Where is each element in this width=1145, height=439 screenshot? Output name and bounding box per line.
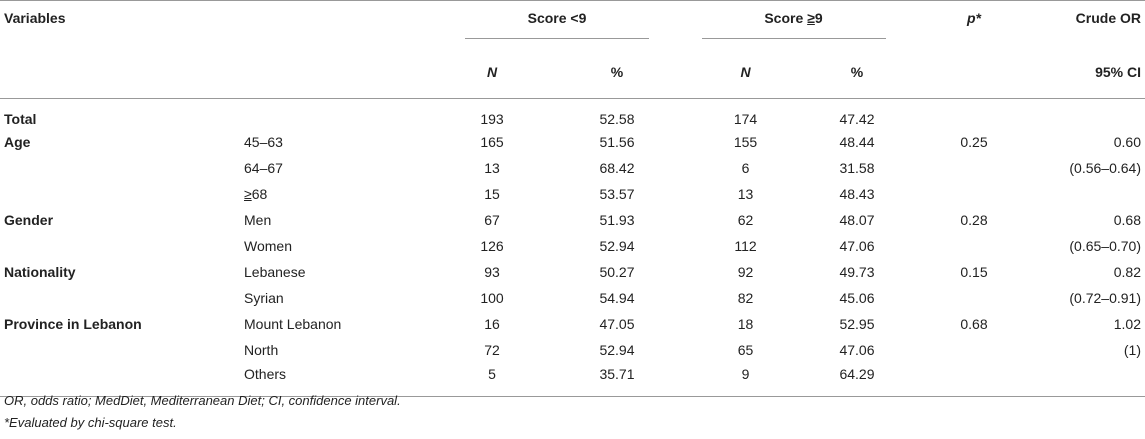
cell-pct-ge9: 48.43 <box>839 186 875 202</box>
cell-subgroup: 45–63 <box>244 134 283 150</box>
cell-p <box>905 285 1043 311</box>
footnote-test: *Evaluated by chi-square test. <box>4 415 177 430</box>
header-crude-or: Crude OR <box>1043 1 1145 61</box>
cell-n-lt9: 16 <box>484 316 500 332</box>
cell-pct-lt9: 53.57 <box>599 186 635 202</box>
cell-pct-lt9: 54.94 <box>599 290 635 306</box>
cell-n-ge9: 82 <box>737 290 754 306</box>
cell-subgroup: Men <box>244 212 272 228</box>
cell-crude-or: (0.56–0.64) <box>1069 160 1141 176</box>
cell-n-ge9: 112 <box>734 238 757 254</box>
cell-p <box>905 337 1043 363</box>
cell-subgroup: Mount Lebanon <box>244 316 342 332</box>
cell-variable: Age <box>4 134 31 150</box>
cell-n-ge9: 13 <box>737 186 754 202</box>
header-row-2 <box>0 60 1145 99</box>
cell-p <box>905 155 1043 181</box>
cell-pct-lt9: 50.27 <box>599 264 635 280</box>
cell-p: 0.68 <box>960 316 988 332</box>
table-row <box>0 337 1145 363</box>
table-row <box>0 129 1145 155</box>
table-row <box>0 311 1145 337</box>
cell-crude-or <box>1043 99 1145 130</box>
cell-n-ge9: 155 <box>733 134 758 150</box>
table-row <box>0 181 1145 207</box>
header-p: p* <box>905 1 1043 61</box>
cell-p: 0.25 <box>960 134 988 150</box>
cell-pct-ge9: 64.29 <box>809 363 905 397</box>
cell-subgroup: Lebanese <box>244 264 306 280</box>
cell-subgroup: Others <box>244 363 432 397</box>
cell-pct-lt9: 47.05 <box>599 316 635 332</box>
table-row <box>0 207 1145 233</box>
footnote-abbreviations: OR, odds ratio; MedDiet, Mediterranean Diet; CI, confidence interval. <box>4 393 401 408</box>
cell-variable: Total <box>4 111 37 127</box>
cell-pct-ge9: 48.07 <box>839 212 875 228</box>
cell-p: 0.15 <box>960 264 988 280</box>
cell-subgroup: Syrian <box>244 290 284 306</box>
cell-variable <box>0 285 244 311</box>
header-n2: N <box>682 60 809 99</box>
cell-n-ge9: 92 <box>737 264 754 280</box>
cell-variable <box>0 337 244 363</box>
cell-subgroup: Women <box>244 238 292 254</box>
cell-crude-or: 0.82 <box>1113 264 1141 280</box>
cell-n-ge9: 18 <box>737 316 754 332</box>
cell-n-lt9: 72 <box>484 342 500 358</box>
cell-p: 0.28 <box>960 212 988 228</box>
cell-n-ge9: 65 <box>737 342 754 358</box>
cell-pct-ge9: 45.06 <box>839 290 875 306</box>
cell-pct-lt9: 68.42 <box>599 160 635 176</box>
cell-n-lt9: 93 <box>484 264 500 280</box>
table-row <box>0 233 1145 259</box>
table-row <box>0 259 1145 285</box>
cell-p <box>905 233 1043 259</box>
cell-p <box>905 181 1043 207</box>
cell-n-lt9: 15 <box>484 186 500 202</box>
header-ci: 95% CI <box>1043 60 1145 99</box>
cell-n-ge9: 9 <box>682 363 809 397</box>
cell-pct-ge9: 47.06 <box>839 342 875 358</box>
cell-crude-or: (0.65–0.70) <box>1069 238 1141 254</box>
cell-crude-or: (1) <box>1123 342 1141 358</box>
table-row <box>0 285 1145 311</box>
cell-p <box>905 99 1043 130</box>
cell-p <box>905 363 1043 397</box>
cell-n-lt9: 13 <box>484 160 500 176</box>
cell-n-lt9: 126 <box>480 238 504 254</box>
cell-subgroup: 64–67 <box>244 160 283 176</box>
cell-pct-ge9: 47.42 <box>839 111 875 127</box>
cell-variable <box>0 181 244 207</box>
cell-crude-or: 1.02 <box>1113 316 1141 332</box>
cell-subgroup <box>244 99 432 130</box>
header-score-lt9: Score <9 <box>432 1 682 61</box>
cell-crude-or <box>1043 181 1145 207</box>
cell-n-lt9: 67 <box>484 212 500 228</box>
header-score-ge9: Score ≥9 <box>682 1 905 61</box>
header-variables: Variables <box>0 1 244 61</box>
cell-variable: Nationality <box>4 264 76 280</box>
cell-subgroup: ≥68 <box>244 186 268 202</box>
cell-n-lt9: 165 <box>480 134 504 150</box>
header-n1: N <box>432 60 552 99</box>
table-row <box>0 155 1145 181</box>
cell-crude-or: 0.68 <box>1113 212 1141 228</box>
footnotes <box>4 390 401 434</box>
cell-crude-or: (0.72–0.91) <box>1069 290 1141 306</box>
cell-pct-lt9: 52.94 <box>599 238 635 254</box>
cell-variable <box>0 233 244 259</box>
cell-variable: Gender <box>4 212 54 228</box>
cell-subgroup: North <box>244 342 279 358</box>
cell-n-ge9: 6 <box>741 160 750 176</box>
cell-pct-ge9: 48.44 <box>839 134 875 150</box>
cell-n-lt9: 193 <box>480 111 504 127</box>
cell-pct-lt9: 35.71 <box>552 363 682 397</box>
table-row <box>0 99 1145 130</box>
cell-pct-ge9: 49.73 <box>839 264 875 280</box>
header-row-1 <box>0 1 1145 61</box>
cell-pct-ge9: 31.58 <box>839 160 875 176</box>
cell-n-ge9: 174 <box>733 111 758 127</box>
cell-pct-lt9: 52.94 <box>599 342 635 358</box>
cell-n-ge9: 62 <box>737 212 754 228</box>
cell-pct-lt9: 51.93 <box>599 212 635 228</box>
cell-pct-lt9: 51.56 <box>599 134 635 150</box>
header-pct2: % <box>809 60 905 99</box>
cell-n-lt9: 5 <box>432 363 552 397</box>
cell-crude-or: 0.60 <box>1113 134 1141 150</box>
cell-variable <box>0 155 244 181</box>
cell-pct-ge9: 52.95 <box>839 316 875 332</box>
cell-pct-lt9: 52.58 <box>599 111 635 127</box>
cell-crude-or <box>1043 363 1145 397</box>
cell-n-lt9: 100 <box>480 290 504 306</box>
cell-pct-ge9: 47.06 <box>839 238 875 254</box>
header-pct1: % <box>552 60 682 99</box>
cell-variable: Province in Lebanon <box>4 316 142 332</box>
